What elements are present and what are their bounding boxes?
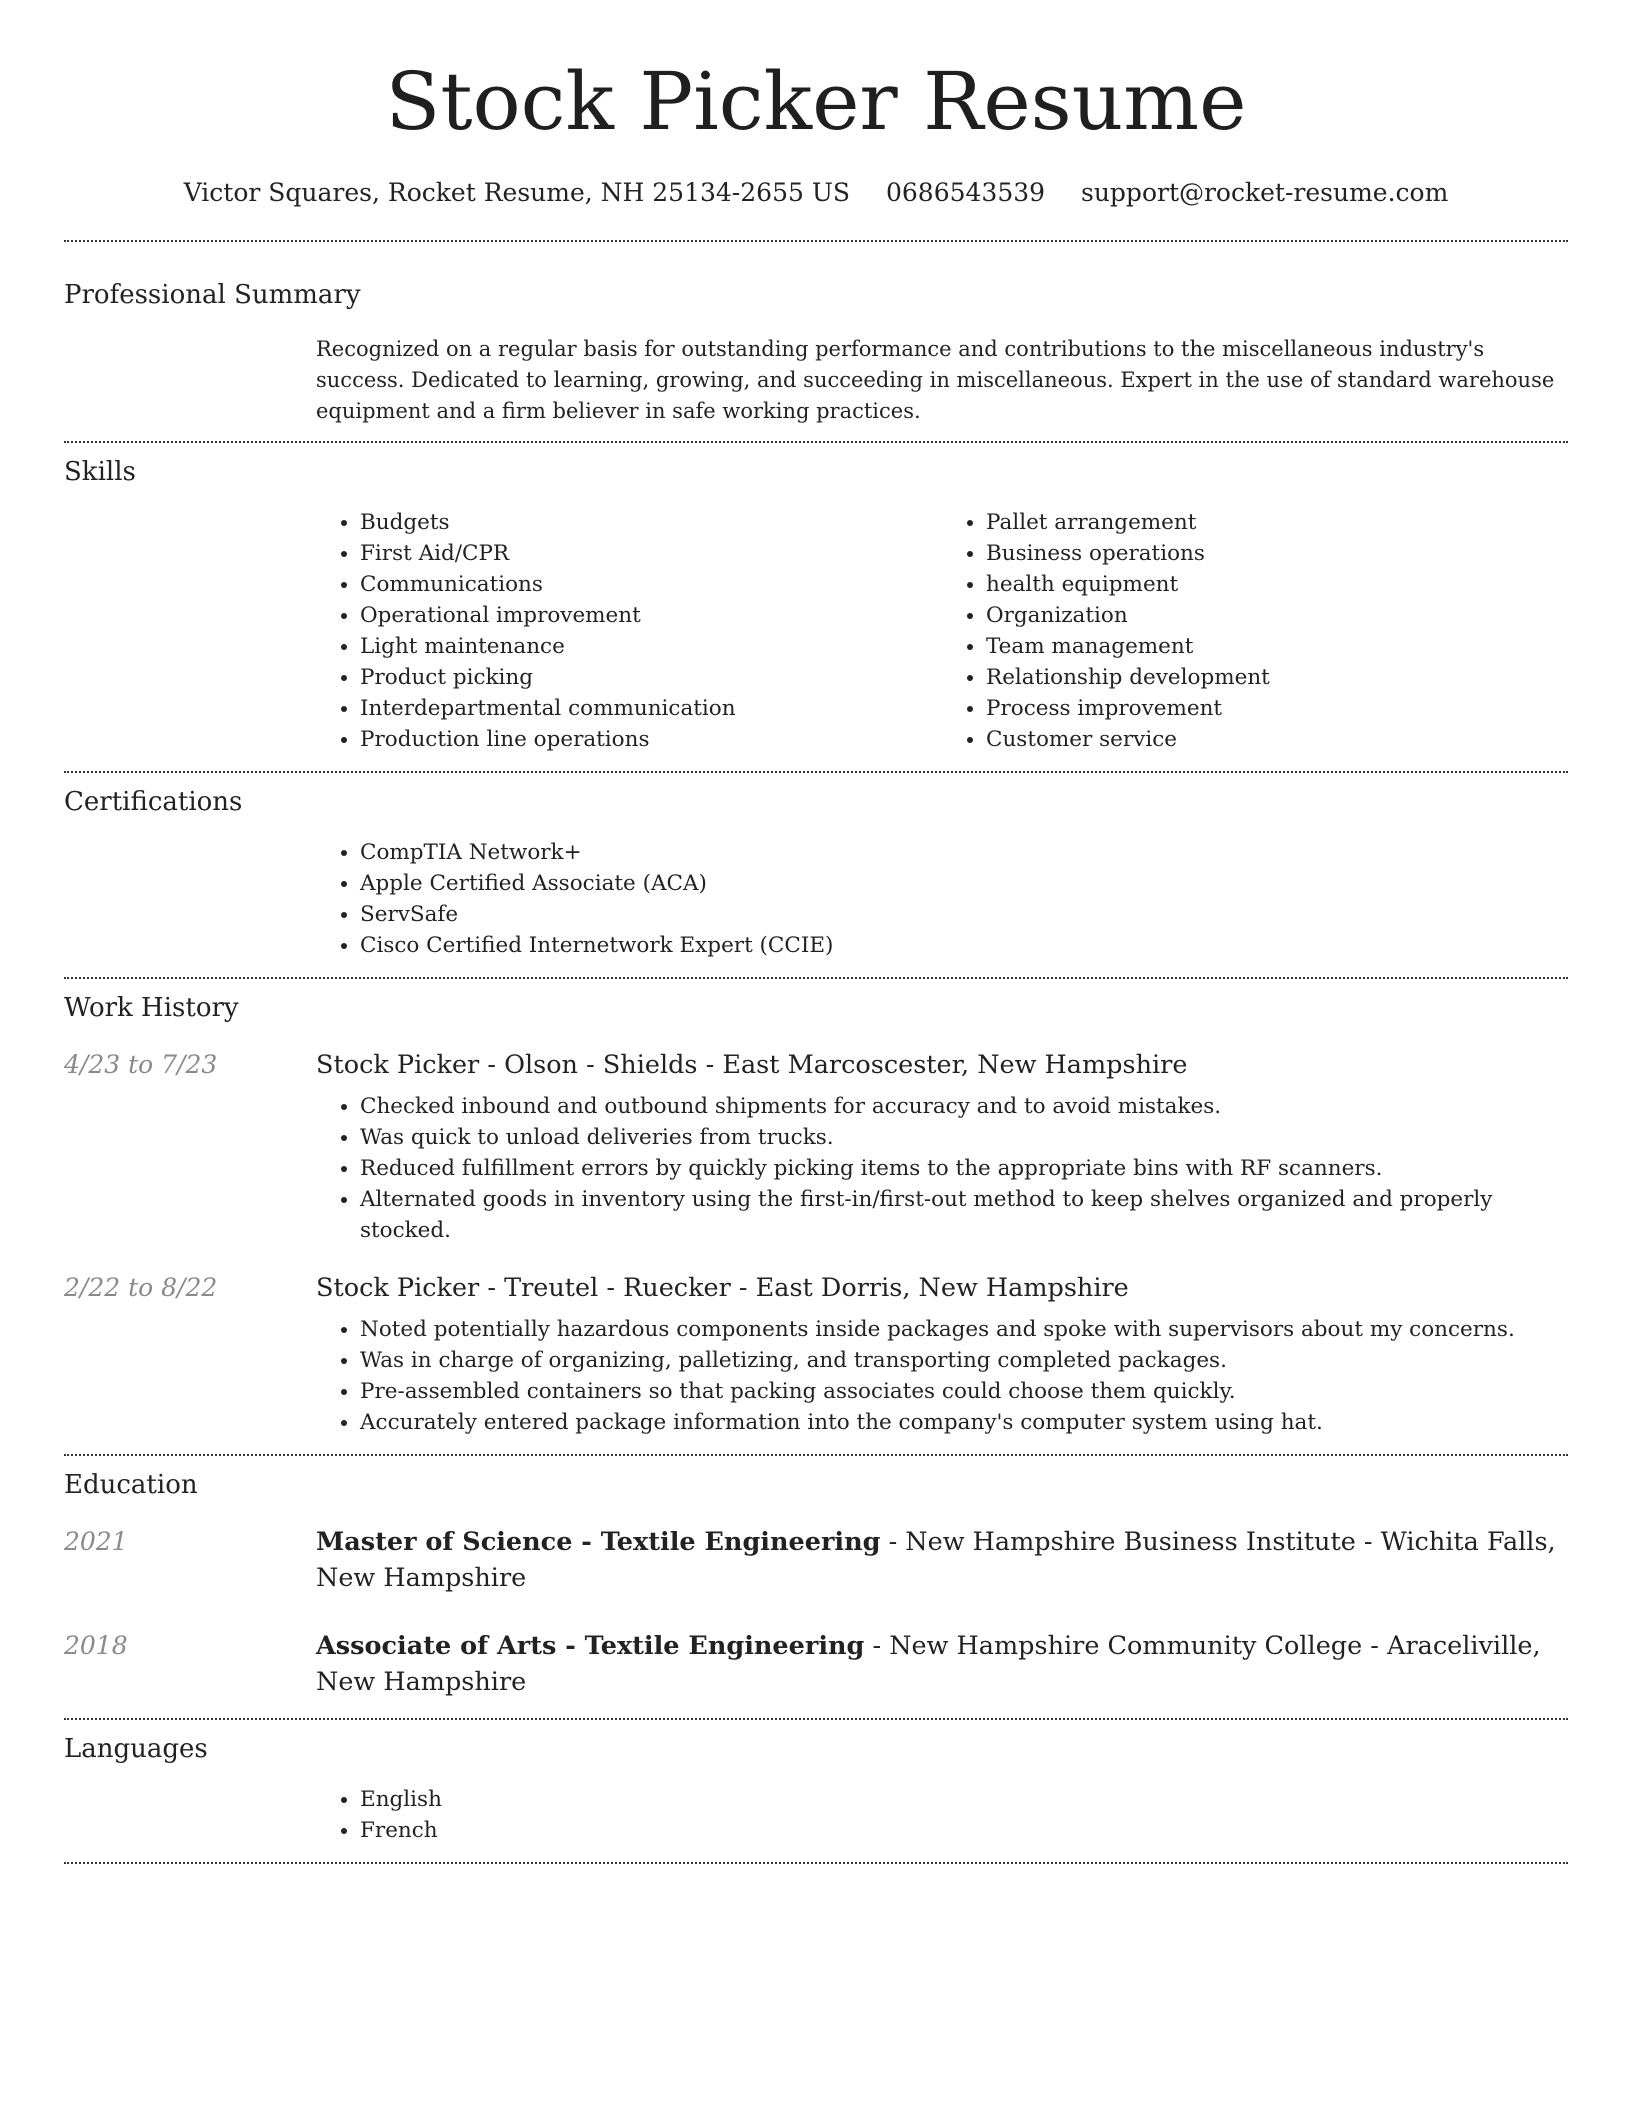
section-heading: Professional Summary (64, 280, 361, 310)
list-item: • Accurately entered package information into the company's computer system using hat. (360, 1407, 1568, 1438)
section-skills (64, 443, 1568, 755)
contact-email: support@rocket-resume.com (1081, 178, 1449, 207)
list-item: • Process improvement (986, 693, 1568, 724)
contact-address: Victor Squares, Rocket Resume, NH 25134-2655 US (183, 178, 851, 207)
list-item: • Apple Certified Associate (ACA) (360, 868, 1568, 899)
section-languages (64, 1720, 1568, 1846)
section-heading: Languages (64, 1734, 208, 1764)
summary-text: Recognized on a regular basis for outstanding performance and contributions to the miscellaneous industry's success. Dedicated to learning, growing, and succeeding in miscellaneous. Expert in the use of standard warehouse equipment and a firm believer in safe working practices. (316, 337, 1555, 423)
list-item: • Production line operations (360, 724, 942, 755)
education-degree: Master of Science - Textile Engineering (316, 1527, 881, 1557)
section-work-history (64, 979, 1568, 1438)
contact-phone: 0686543539 (885, 178, 1046, 207)
list-item: • Customer service (986, 724, 1568, 755)
education-degree: Associate of Arts - Textile Engineering (316, 1631, 865, 1661)
certifications-list (316, 837, 1568, 961)
list-item: • Cisco Certified Internetwork Expert (CCIE) (360, 930, 1568, 961)
education-school: - New Hampshire Business Institute - Wichita Falls, New Hampshire (316, 1527, 1556, 1593)
section-certifications (64, 773, 1568, 961)
list-item: • Interdepartmental communication (360, 693, 942, 724)
list-item: • Operational improvement (360, 600, 942, 631)
list-item: • CompTIA Network+ (360, 837, 1568, 868)
education-entry (64, 1628, 1568, 1700)
job-dates: 2/22 to 8/22 (64, 1273, 218, 1302)
education-school: - New Hampshire Community College - Araceliville, New Hampshire (316, 1631, 1541, 1697)
education-entry (64, 1524, 1568, 1596)
resume-title: Stock Picker Resume (385, 55, 1247, 148)
languages-list (316, 1784, 1568, 1846)
skills-list-left (316, 507, 942, 755)
section-summary (64, 242, 1568, 427)
resume-content (64, 240, 1568, 1864)
list-item: • Budgets (360, 507, 942, 538)
list-item: • Organization (986, 600, 1568, 631)
job-entry (64, 1047, 1568, 1246)
list-item: • Was quick to unload deliveries from trucks. (360, 1122, 1568, 1153)
resume-header (0, 0, 1632, 207)
list-item: • Business operations (986, 538, 1568, 569)
list-item: • Team management (986, 631, 1568, 662)
section-education (64, 1456, 1568, 1700)
skills-list-right (942, 507, 1568, 755)
section-heading: Skills (64, 457, 136, 487)
list-item: • Alternated goods in inventory using the first-in/first-out method to keep shelves organized and properly stocked. (360, 1184, 1568, 1246)
list-item: • Product picking (360, 662, 942, 693)
list-item: • Reduced fulfillment errors by quickly picking items to the appropriate bins with RF scanners. (360, 1153, 1568, 1184)
contact-line (0, 178, 1632, 207)
list-item: • Pre-assembled containers so that packing associates could choose them quickly. (360, 1376, 1568, 1407)
list-item: • First Aid/CPR (360, 538, 942, 569)
education-year: 2018 (64, 1631, 128, 1660)
list-item: • Checked inbound and outbound shipments for accuracy and to avoid mistakes. (360, 1091, 1568, 1122)
list-item: • Relationship development (986, 662, 1568, 693)
job-title: Stock Picker - Olson - Shields - East Marcoscester, New Hampshire (316, 1050, 1188, 1080)
list-item: • Was in charge of organizing, palletizing, and transporting completed packages. (360, 1345, 1568, 1376)
list-item: • French (360, 1815, 1568, 1846)
section-heading: Education (64, 1470, 198, 1500)
list-item: • Communications (360, 569, 942, 600)
education-details (316, 1628, 1568, 1700)
section-heading: Work History (64, 993, 239, 1023)
job-bullets (316, 1314, 1568, 1438)
list-item: • Light maintenance (360, 631, 942, 662)
job-bullets (316, 1091, 1568, 1246)
job-entry (64, 1270, 1568, 1438)
list-item: • Pallet arrangement (986, 507, 1568, 538)
job-title: Stock Picker - Treutel - Ruecker - East Dorris, New Hampshire (316, 1273, 1129, 1303)
education-year: 2021 (64, 1527, 128, 1556)
section-divider (64, 1862, 1568, 1864)
section-heading: Certifications (64, 787, 243, 817)
list-item: • Noted potentially hazardous components inside packages and spoke with supervisors about my concerns. (360, 1314, 1568, 1345)
list-item: • ServSafe (360, 899, 1568, 930)
job-dates: 4/23 to 7/23 (64, 1050, 218, 1079)
list-item: • English (360, 1784, 1568, 1815)
education-details (316, 1524, 1568, 1596)
list-item: • health equipment (986, 569, 1568, 600)
